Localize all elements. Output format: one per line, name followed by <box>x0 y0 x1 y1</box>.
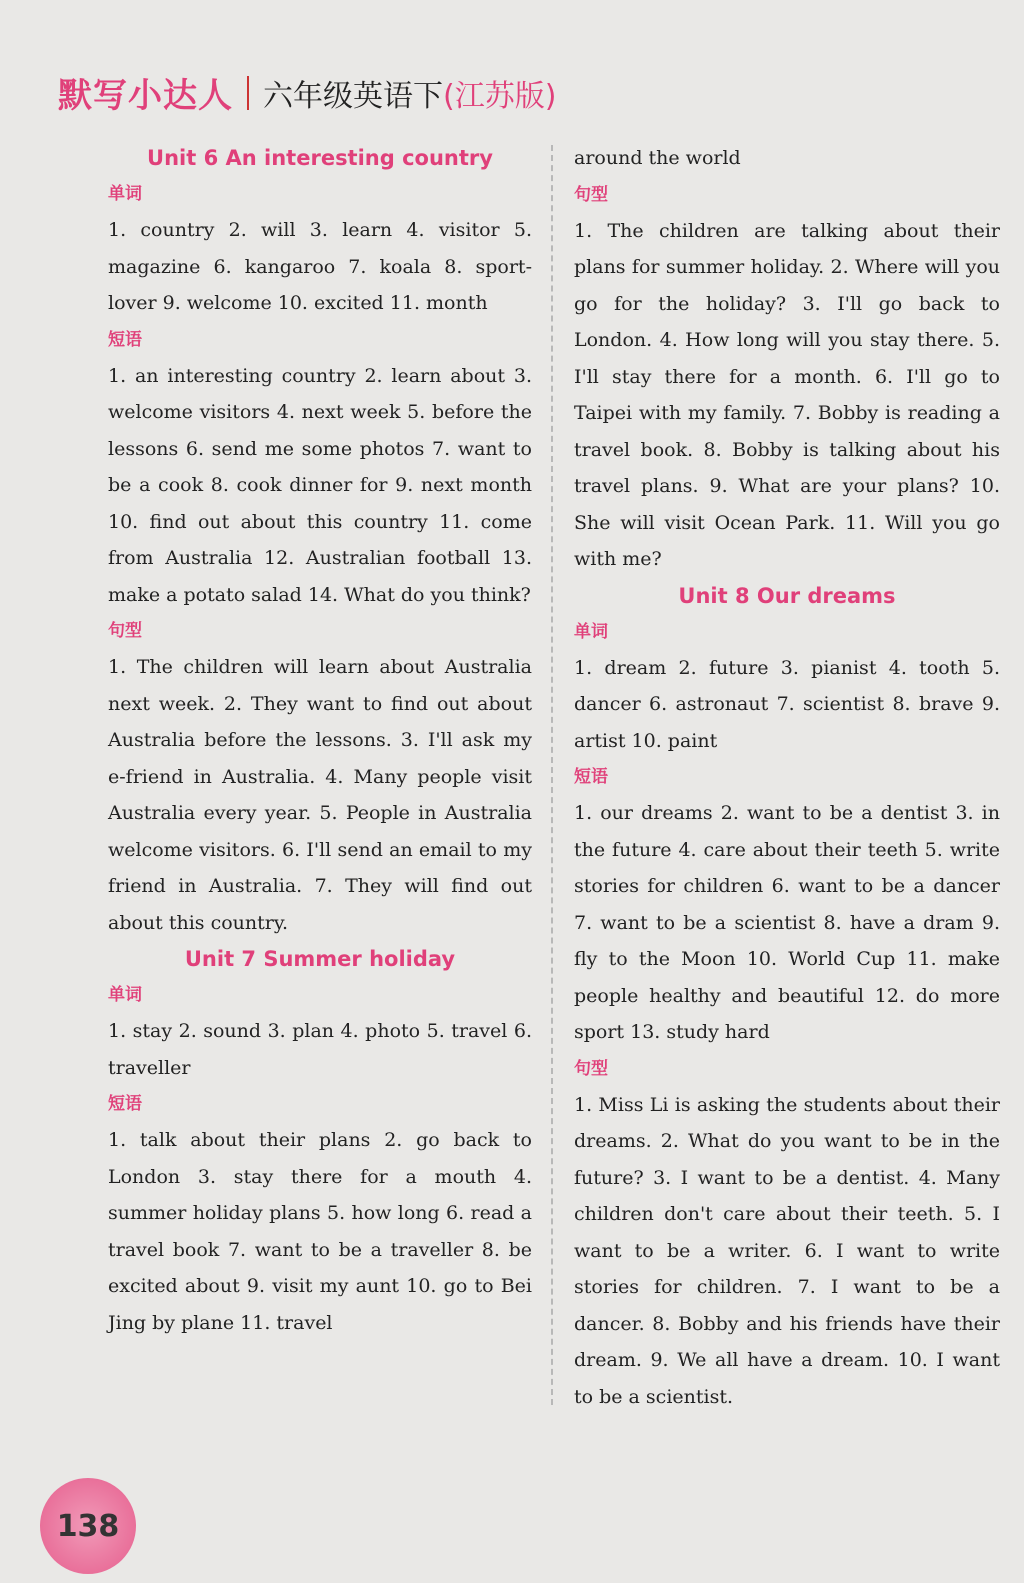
unit6-words: 1. country 2. will 3. learn 4. visitor 5. magazine 6. kangaroo 7. koala 8. sport-lover 9. welcome 10. excited 11. month <box>108 219 532 314</box>
unit6-phrases-label: 短语 <box>108 329 142 350</box>
unit7-sentences-label: 句型 <box>574 184 608 205</box>
unit8-title: Unit 8 Our dreams <box>678 583 896 608</box>
unit6-phrases: 1. an interesting country 2. learn about 3. welcome visitors 4. next week 5. before the lessons 6. send me some photos 7. want to be a cook 8. cook dinner for 9. next month 10. find out about this country 11. come from Australia 12. Australian football 13. make a potato salad 14. What do you think? <box>108 364 532 606</box>
page-number: 138 <box>40 1478 136 1574</box>
header-divider <box>247 76 249 110</box>
column-divider <box>551 145 553 1405</box>
unit8-phrases-label: 短语 <box>574 767 608 787</box>
unit6-title: Unit 6 An interesting country <box>147 146 493 170</box>
unit7-words-label: 单词 <box>108 985 142 1005</box>
unit7-phrases-continued: around the world <box>574 147 741 169</box>
unit7-title: Unit 7 Summer holiday <box>184 947 456 971</box>
page-header <box>58 68 556 117</box>
book-title-text: 六年级英语下 <box>263 78 443 114</box>
unit8-sentences-label: 句型 <box>574 1058 608 1079</box>
unit8-phrases: 1. our dreams 2. want to be a dentist 3. in the future 4. care about their teeth 5. write stories for children 6. want to be a dancer 7. want to be a scientist 8. have a dram 9. fly to the Moon 10. World Cup 11. make people healthy and beautiful 12. do more sport 13. study hard <box>574 802 1000 1043</box>
unit7-sentences: 1. The children are talking about their plans for summer holiday. 2. Where will you go for the holiday? 3. I'll go back to London. 4. How long will you stay there. 5. I'll stay there for a month. 6. I'll go to Taipei with my family. 7. Bobby is reading a travel book. 8. Bobby is talking about his travel plans. 9. What are your plans? 10. She will visit Ocean Park. 11. Will you go with me? <box>574 219 1000 570</box>
unit7-phrases-label: 短语 <box>108 1094 142 1114</box>
left-column <box>108 140 532 1341</box>
book-title <box>263 71 556 115</box>
unit8-words: 1. dream 2. future 3. pianist 4. tooth 5. dancer 6. astronaut 7. scientist 8. brave 9. artist 10. paint <box>574 656 1000 752</box>
unit8-words-label: 单词 <box>574 621 608 642</box>
right-column <box>574 140 1000 1415</box>
unit8-sentences: 1. Miss Li is asking the students about their dreams. 2. What do you want to be in the future? 3. I want to be a dentist. 4. Many children don't care about their teeth. 5. I want to be a writer. 6. I want to write stories for children. 7. I want to be a dancer. 8. Bobby and his friends have their dream. 9. We all have a dream. 10. I want to be a scientist. <box>574 1093 1000 1408</box>
unit7-phrases: 1. talk about their plans 2. go back to London 3. stay there for a mouth 4. summer holiday plans 5. how long 6. read a travel book 7. want to be a traveller 8. be excited about 9. visit my aunt 10. go to Bei Jing by plane 11. travel <box>108 1129 532 1334</box>
book-edition: (江苏版) <box>443 78 557 114</box>
unit6-sentences-label: 句型 <box>108 621 142 641</box>
unit6-sentences: 1. The children will learn about Australia next week. 2. They want to find out about Australia before the lessons. 3. I'll ask my e-friend in Australia. 4. Many people visit Australia every year. 5. People in Australia welcome visitors. 6. I'll send an email to my friend in Australia. 7. They will find out about this country. <box>108 656 532 934</box>
unit7-words: 1. stay 2. sound 3. plan 4. photo 5. travel 6. traveller <box>108 1020 532 1079</box>
series-logo: 默写小达人 <box>58 76 233 116</box>
unit6-words-label: 单词 <box>108 184 142 204</box>
